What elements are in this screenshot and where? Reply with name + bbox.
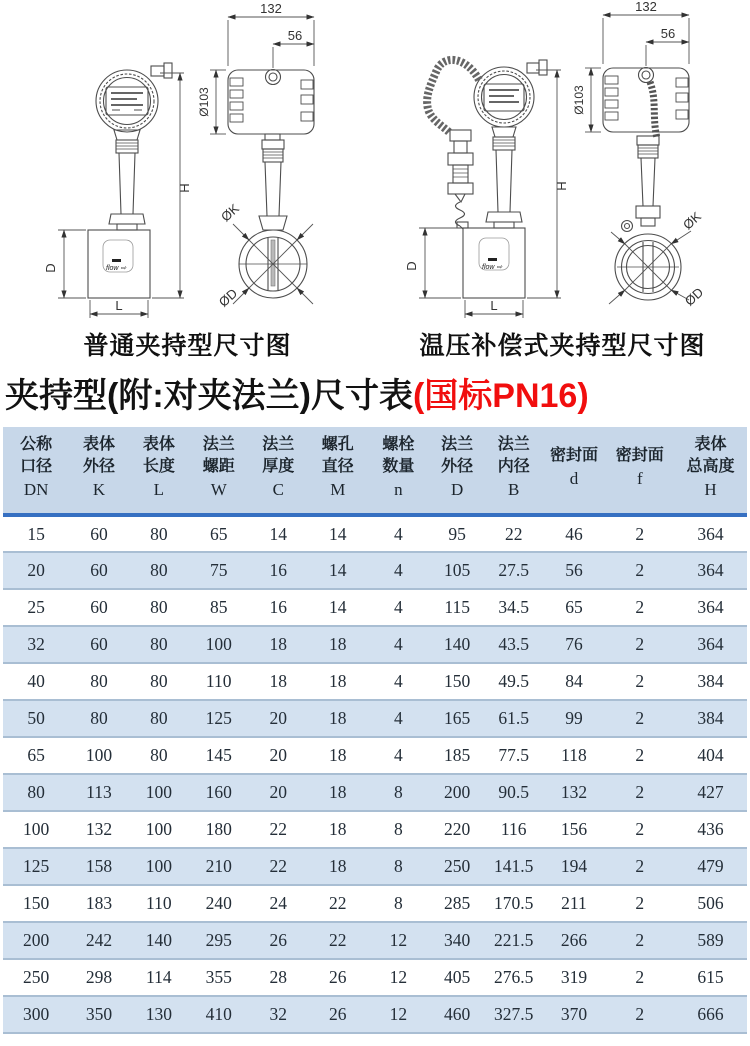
table-cell: 384	[697, 671, 724, 691]
table-cell: 16	[269, 597, 287, 617]
table-cell: 364	[697, 634, 724, 654]
table-cell: 200	[22, 930, 50, 950]
table-row	[3, 700, 747, 737]
dim-label-flange-diameter: ØD	[215, 285, 241, 310]
table-cell: 156	[560, 819, 588, 839]
header-text: 法兰	[497, 436, 530, 453]
table-cell: 100	[22, 819, 50, 839]
table-cell: 130	[145, 1004, 172, 1024]
page-title-standard-note: (国标PN16)	[412, 377, 589, 415]
table-cell: 140	[444, 634, 471, 654]
table-cell: 364	[697, 597, 724, 617]
table-cell: 18	[329, 856, 347, 876]
table-cell: 20	[269, 708, 287, 728]
table-cell: 8	[394, 856, 403, 876]
table-cell: 350	[85, 1004, 113, 1024]
table-cell: 25	[27, 597, 45, 617]
table-cell: 100	[145, 782, 172, 802]
table-cell: 300	[22, 1004, 50, 1024]
header-text: n	[394, 480, 403, 499]
table-cell: 110	[146, 893, 172, 913]
header-text: 公称	[20, 436, 53, 453]
table-cell: 14	[269, 523, 287, 544]
col-header-L	[129, 427, 189, 515]
table-cell: 2	[635, 967, 645, 987]
table-cell: 20	[269, 782, 287, 802]
table-cell: 49.5	[498, 671, 530, 691]
col-header-D	[429, 427, 485, 515]
table-cell: 16	[269, 560, 287, 580]
table-cell: 319	[560, 967, 588, 987]
header-text: 螺距	[202, 458, 235, 475]
technical-drawings	[0, 0, 750, 360]
flow-direction-label: flow ⇨	[482, 264, 503, 271]
table-cell: 27.5	[498, 560, 530, 580]
dim-label-flange-diameter: ØD	[681, 284, 707, 309]
header-text: 外径	[82, 458, 115, 475]
table-cell: 242	[85, 930, 113, 950]
table-cell: 220	[444, 819, 471, 839]
table-cell: 364	[697, 560, 724, 580]
dim-label-head-diameter: Ø103	[572, 85, 586, 115]
table-cell: 589	[697, 930, 724, 950]
table-cell: 113	[86, 782, 112, 802]
header-text: 数量	[382, 458, 415, 475]
table-cell: 4	[394, 671, 403, 691]
col-header-f	[606, 427, 674, 515]
table-cell: 26	[329, 967, 347, 987]
figure-caption-left: 普通夹持型尺寸图	[83, 332, 292, 360]
spec-table-wrap	[3, 427, 747, 1034]
table-cell: 340	[444, 930, 471, 950]
table-cell: 116	[500, 819, 527, 839]
table-cell: 141.5	[494, 856, 534, 876]
table-cell: 65	[565, 597, 583, 617]
table-cell: 22	[269, 856, 287, 876]
table-cell: 100	[205, 634, 232, 654]
dim-label-total-height: H	[177, 183, 192, 193]
table-cell: 185	[444, 745, 471, 765]
table-cell: 2	[635, 671, 645, 691]
table-cell: 34.5	[498, 597, 530, 617]
table-cell: 436	[697, 819, 724, 839]
table-cell: 80	[150, 745, 168, 765]
table-cell: 15	[27, 523, 45, 544]
table-cell: 2	[635, 560, 645, 580]
header-text: K	[92, 480, 106, 499]
table-cell: 118	[561, 745, 587, 765]
header-text: 表体	[142, 436, 175, 453]
table-cell: 145	[205, 745, 232, 765]
header-text: 长度	[142, 458, 175, 475]
table-cell: 60	[90, 634, 108, 654]
dim-label-top-width: 132	[635, 0, 657, 14]
dim-label-body-length: L	[115, 298, 123, 313]
table-cell: 250	[444, 856, 471, 876]
table-cell: 427	[697, 782, 724, 802]
table-cell: 14	[329, 597, 347, 617]
col-header-W	[189, 427, 249, 515]
col-header-DN	[3, 427, 69, 515]
header-text: 法兰	[202, 436, 235, 453]
table-cell: 22	[329, 893, 347, 913]
table-row	[3, 848, 747, 885]
header-text: 螺孔	[321, 436, 354, 453]
table-cell: 80	[150, 560, 168, 580]
table-cell: 12	[389, 1004, 408, 1024]
header-text: L	[153, 480, 165, 499]
dim-label-body-height: D	[43, 263, 58, 273]
header-text: W	[210, 480, 227, 499]
table-cell: 80	[150, 597, 168, 617]
table-cell: 18	[329, 745, 347, 765]
table-body	[3, 515, 747, 1033]
table-cell: 460	[444, 1004, 471, 1024]
table-cell: 40	[27, 671, 45, 691]
table-cell: 18	[269, 671, 287, 691]
table-cell: 132	[560, 782, 588, 802]
table-cell: 77.5	[498, 745, 530, 765]
table-cell: 85	[209, 597, 228, 617]
table-cell: 200	[444, 782, 471, 802]
table-row	[3, 885, 747, 922]
page-title-main: 夹持型(附:对夹法兰)尺寸表	[5, 377, 413, 415]
table-cell: 24	[269, 893, 287, 913]
table-cell: 4	[394, 560, 403, 580]
table-cell: 2	[635, 782, 645, 802]
dim-label-bolt-circle: ØK	[679, 208, 704, 233]
table-cell: 100	[145, 856, 172, 876]
dim-lines-D	[419, 228, 461, 298]
table-cell: 2	[635, 930, 645, 950]
header-text: 直径	[321, 458, 354, 475]
table-cell: 160	[205, 782, 232, 802]
header-text: H	[704, 480, 717, 499]
table-cell: 14	[329, 560, 347, 580]
table-cell: 99	[565, 708, 583, 728]
table-row	[3, 589, 747, 626]
table-cell: 20	[27, 560, 45, 580]
col-header-B	[485, 427, 542, 515]
header-text: d	[569, 469, 579, 488]
header-text: 总高度	[686, 458, 735, 475]
table-cell: 80	[27, 782, 45, 802]
table-head	[3, 427, 747, 515]
table-cell: 100	[145, 819, 172, 839]
table-cell: 12	[389, 967, 408, 987]
table-cell: 26	[269, 930, 287, 950]
table-cell: 298	[85, 967, 113, 987]
table-cell: 12	[389, 930, 408, 950]
header-text: D	[451, 480, 464, 499]
table-cell: 14	[329, 523, 347, 544]
table-cell: 405	[444, 967, 471, 987]
table-cell: 410	[205, 1004, 232, 1024]
table-cell: 22	[329, 930, 347, 950]
table-cell: 26	[329, 1004, 347, 1024]
table-cell: 60	[90, 560, 108, 580]
table-cell: 327.5	[494, 1004, 534, 1024]
table-cell: 2	[635, 819, 645, 839]
table-cell: 4	[394, 634, 403, 654]
table-cell: 50	[27, 708, 45, 728]
flowmeter-front-view	[427, 60, 547, 298]
table-cell: 150	[22, 893, 50, 913]
table-cell: 90.5	[498, 782, 530, 802]
table-cell: 355	[205, 967, 232, 987]
table-cell: 110	[205, 671, 232, 691]
dim-label-port-offset: 56	[660, 26, 676, 41]
table-cell: 76	[565, 634, 583, 654]
header-text: C	[272, 480, 284, 499]
table-row	[3, 774, 747, 811]
table-cell: 140	[145, 930, 172, 950]
table-cell: 84	[565, 671, 583, 691]
table-cell: 95	[448, 523, 466, 544]
table-row	[3, 922, 747, 959]
table-cell: 210	[205, 856, 232, 876]
table-cell: 125	[205, 708, 232, 728]
table-row	[3, 737, 747, 774]
table-cell: 2	[635, 708, 645, 728]
table-cell: 43.5	[498, 634, 530, 654]
table-cell: 114	[146, 967, 172, 987]
dim-label-top-width: 132	[260, 1, 282, 16]
table-cell: 115	[444, 597, 470, 617]
dim-label-total-height: H	[554, 181, 569, 191]
right-figure-drawing	[375, 0, 750, 322]
flow-direction-label: flow ⇨	[106, 265, 127, 272]
table-cell: 221.5	[494, 930, 534, 950]
dim-label-head-diameter: Ø103	[197, 87, 211, 117]
header-text: 密封面	[549, 447, 598, 464]
header-text: M	[330, 480, 346, 499]
header-text: 表体	[694, 436, 727, 453]
dim-label-body-height: D	[404, 261, 419, 271]
flowmeter-front-view	[88, 63, 172, 298]
table-cell: 2	[635, 523, 645, 544]
table-cell: 370	[560, 1004, 588, 1024]
spec-table	[3, 427, 747, 1034]
table-cell: 32	[27, 634, 45, 654]
header-text: 密封面	[615, 447, 664, 464]
table-cell: 65	[209, 523, 228, 544]
table-cell: 180	[205, 819, 232, 839]
table-cell: 46	[565, 523, 583, 544]
table-cell: 211	[561, 893, 587, 913]
table-cell: 2	[635, 893, 645, 913]
table-cell: 150	[444, 671, 471, 691]
table-cell: 18	[329, 782, 347, 802]
flowmeter-side-view	[228, 70, 314, 299]
table-cell: 4	[394, 597, 403, 617]
table-cell: 2	[635, 745, 645, 765]
table-row	[3, 811, 747, 848]
header-text: B	[508, 480, 520, 499]
left-figure-drawing	[0, 0, 375, 322]
table-cell: 56	[565, 560, 583, 580]
table-cell: 2	[635, 634, 645, 654]
table-cell: 4	[394, 745, 403, 765]
table-cell: 4	[394, 523, 403, 544]
table-cell: 75	[209, 560, 228, 580]
table-cell: 250	[22, 967, 50, 987]
table-cell: 506	[697, 893, 724, 913]
table-cell: 100	[85, 745, 113, 765]
table-cell: 80	[150, 708, 168, 728]
table-cell: 125	[22, 856, 50, 876]
col-header-K	[69, 427, 129, 515]
table-cell: 404	[697, 745, 724, 765]
header-text: 表体	[82, 436, 115, 453]
table-cell: 18	[269, 634, 287, 654]
dim-label-bolt-circle: ØK	[217, 200, 242, 225]
table-cell: 105	[444, 560, 471, 580]
table-cell: 4	[394, 708, 403, 728]
col-header-n	[368, 427, 430, 515]
table-cell: 80	[150, 523, 168, 544]
table-cell: 183	[85, 893, 113, 913]
table-cell: 266	[560, 930, 588, 950]
header-text: 内径	[497, 458, 530, 475]
dim-lines-D	[58, 230, 86, 298]
col-header-M	[308, 427, 368, 515]
header-text: 厚度	[262, 458, 295, 475]
table-cell: 132	[85, 819, 113, 839]
table-cell: 22	[269, 819, 287, 839]
table-cell: 479	[697, 856, 724, 876]
col-header-C	[248, 427, 308, 515]
table-cell: 80	[150, 634, 168, 654]
table-cell: 2	[635, 1004, 645, 1024]
table-cell: 2	[635, 597, 645, 617]
table-cell: 8	[394, 782, 403, 802]
header-text: 螺栓	[382, 436, 415, 453]
table-cell: 666	[697, 1004, 724, 1024]
table-cell: 18	[329, 819, 347, 839]
table-cell: 240	[205, 893, 232, 913]
table-row	[3, 515, 747, 552]
table-cell: 22	[504, 523, 523, 544]
table-cell: 80	[150, 671, 168, 691]
header-text: f	[636, 469, 643, 488]
table-cell: 60	[90, 597, 108, 617]
header-text: 口径	[20, 458, 53, 475]
table-cell: 18	[329, 634, 347, 654]
table-cell: 28	[269, 967, 287, 987]
table-cell: 2	[635, 856, 645, 876]
dim-label-body-length: L	[490, 298, 498, 313]
table-cell: 8	[394, 819, 403, 839]
dim-label-port-offset: 56	[287, 28, 303, 43]
table-cell: 170.5	[494, 893, 534, 913]
table-row	[3, 959, 747, 996]
table-cell: 80	[90, 708, 108, 728]
table-cell: 165	[444, 708, 471, 728]
col-header-d	[542, 427, 605, 515]
table-cell: 384	[697, 708, 724, 728]
header-text: 外径	[441, 458, 474, 475]
table-cell: 295	[205, 930, 232, 950]
figure-caption-right: 温压补偿式夹持型尺寸图	[419, 332, 706, 360]
table-row	[3, 663, 747, 700]
table-cell: 8	[394, 893, 403, 913]
table-cell: 194	[560, 856, 588, 876]
table-cell: 32	[269, 1004, 287, 1024]
table-row	[3, 996, 747, 1033]
table-cell: 80	[90, 671, 108, 691]
header-row	[3, 427, 747, 515]
page-title	[5, 368, 746, 417]
table-cell: 18	[329, 671, 347, 691]
table-row	[3, 626, 747, 663]
table-cell: 61.5	[498, 708, 530, 728]
table-cell: 158	[85, 856, 113, 876]
table-cell: 364	[697, 523, 724, 544]
table-cell: 18	[329, 708, 347, 728]
header-text: 法兰	[262, 436, 295, 453]
table-cell: 65	[27, 745, 45, 765]
table-cell: 615	[697, 967, 724, 987]
table-cell: 285	[444, 893, 471, 913]
table-cell: 276.5	[494, 967, 534, 987]
col-header-H	[674, 427, 747, 515]
table-row	[3, 552, 747, 589]
header-text: DN	[23, 480, 49, 499]
header-text: 法兰	[441, 436, 474, 453]
table-cell: 20	[269, 745, 287, 765]
table-cell: 60	[90, 523, 108, 544]
